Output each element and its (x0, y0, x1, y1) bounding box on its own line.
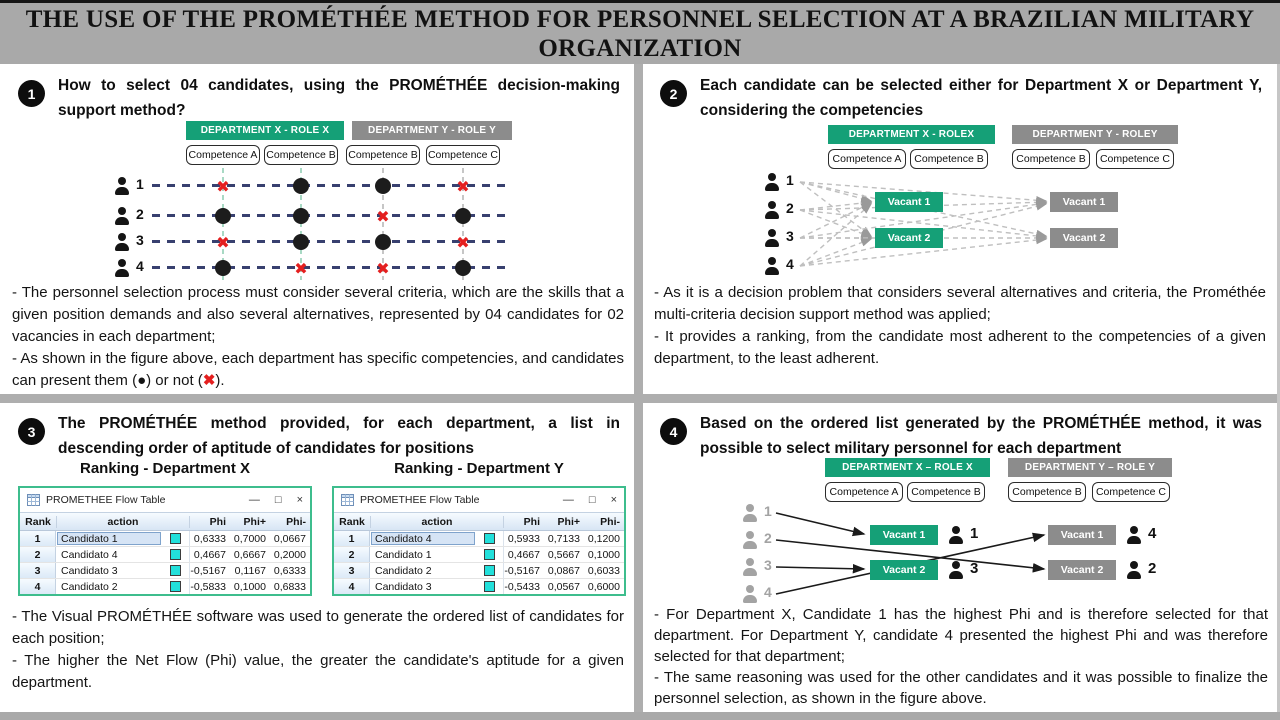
selected-candidate-label: 2 (1148, 560, 1157, 577)
candidate-icon (114, 259, 130, 277)
close-button[interactable]: × (296, 494, 303, 506)
availability-mark (374, 259, 392, 277)
phi-cell: 0,6333 (193, 532, 226, 545)
bullet-text: ) or not ( (146, 372, 203, 389)
panel-2 (652, 68, 1270, 394)
table-row (334, 579, 624, 594)
competence-box: Competence B (1012, 149, 1090, 169)
rank-cell: 2 (334, 547, 370, 562)
window-titlebar (334, 488, 624, 512)
bottom-border (0, 712, 1280, 720)
phi-plus-cell: 0,1000 (233, 580, 266, 593)
maximize-button[interactable]: □ (588, 494, 596, 506)
action-cell[interactable] (370, 547, 476, 562)
dept-y-header: DEPARTMENT Y – ROLE Y (1008, 458, 1172, 477)
selected-candidate-icon (948, 526, 964, 544)
candidate-label: 2 (136, 206, 144, 222)
bullet: - It provides a ranking, from the candidate most adherent to the competencies of a given department, to the least adherent. (654, 328, 1266, 367)
dept-y-header: DEPARTMENT Y - ROLE Y (352, 121, 512, 140)
phi-minus-cell: 0,6033 (587, 564, 620, 577)
selected-candidate-icon (1126, 561, 1142, 579)
selected-candidate-label: 3 (970, 560, 979, 577)
action-value: Candidato 1 (57, 532, 161, 545)
column-header: Rank (339, 515, 365, 528)
competence-box: Competence A (825, 482, 903, 502)
rank-cell: 1 (334, 531, 370, 546)
action-cell[interactable] (56, 531, 162, 546)
window-title: PROMETHEE Flow Table (360, 494, 480, 506)
action-value: Candidato 3 (375, 580, 432, 593)
phi-cell: -0,5833 (190, 580, 226, 593)
table-row (20, 579, 310, 594)
color-swatch-icon (170, 581, 181, 592)
minimize-button[interactable]: — (248, 494, 260, 506)
availability-mark (374, 207, 392, 225)
maximize-button[interactable]: □ (274, 494, 282, 506)
swatch-cell (476, 579, 504, 594)
phi-minus-cell: 0,6333 (273, 564, 306, 577)
window-titlebar (20, 488, 310, 512)
dept-x-header: DEPARTMENT X - ROLE X (186, 121, 344, 140)
candidate-icon (114, 177, 130, 195)
color-swatch-icon (170, 533, 181, 544)
competence-box: Competence B (907, 482, 985, 502)
step-1-badge: 1 (18, 80, 45, 107)
column-header: Phi+ (243, 515, 266, 528)
competence-box: Competence B (1008, 482, 1086, 502)
title-band (0, 0, 1280, 64)
phi-cell: 0,4667 (193, 548, 226, 561)
candidate-label: 4 (786, 256, 794, 272)
candidate-label: 4 (764, 584, 772, 600)
availability-mark (293, 208, 309, 224)
phi-plus-cell: 0,7133 (547, 532, 580, 545)
competence-box: Competence B (910, 149, 988, 169)
column-header: action (56, 516, 190, 528)
swatch-cell (162, 547, 190, 562)
bullet: - For Department X, Candidate 1 has the highest Phi and is therefore selected for that department. For Department Y, candidate 4 presented the highest Phi and was therefore selected for that department; (654, 606, 1268, 665)
step-4-badge: 4 (660, 418, 687, 445)
phi-minus-cell: 0,1200 (587, 532, 620, 545)
rank-cell: 1 (20, 531, 56, 546)
column-header: action (370, 516, 504, 528)
panel-3-heading: The PROMÉTHÉE method provided, for each department, a list in descending order of aptitude of candidates for positions (58, 415, 620, 457)
availability-mark (293, 234, 309, 250)
action-value: Candidato 2 (375, 564, 432, 577)
candidate-label: 3 (786, 228, 794, 244)
availability-mark (454, 233, 472, 251)
phi-minus-cell: 0,0667 (273, 532, 306, 545)
availability-mark (375, 234, 391, 250)
availability-mark (455, 260, 471, 276)
phi-plus-cell: 0,7000 (233, 532, 266, 545)
action-cell[interactable] (370, 563, 476, 578)
competence-box: Competence C (1092, 482, 1170, 502)
window-title: PROMETHEE Flow Table (46, 494, 166, 506)
table-row (334, 547, 624, 563)
action-cell[interactable] (56, 547, 162, 562)
panel-1-heading: How to select 04 candidates, using the PROMÉTHÉE decision-making support method? (58, 77, 620, 119)
phi-cell: -0,5167 (190, 564, 226, 577)
action-value: Candidato 3 (61, 564, 118, 577)
candidate-icon (764, 201, 780, 219)
column-header: Phi+ (557, 515, 580, 528)
vacant-box-x2: Vacant 2 (875, 228, 943, 248)
vacant-box-x1: Vacant 1 (875, 192, 943, 212)
swatch-cell (476, 531, 504, 546)
availability-mark (375, 178, 391, 194)
selected-candidate-label: 4 (1148, 525, 1157, 542)
column-header: Phi (209, 515, 226, 528)
step-2-badge: 2 (660, 80, 687, 107)
vacant-box-x1: Vacant 1 (870, 525, 938, 545)
rank-cell: 4 (20, 579, 56, 594)
color-swatch-icon (484, 581, 495, 592)
action-cell[interactable] (370, 579, 476, 594)
candidate-label: 4 (136, 258, 144, 274)
column-header: Phi- (286, 515, 306, 528)
table-icon (27, 494, 40, 506)
action-value: Candidato 4 (61, 548, 118, 561)
table-row (334, 563, 624, 579)
availability-mark (214, 177, 232, 195)
table-row (334, 531, 624, 547)
selected-candidate-label: 1 (970, 525, 979, 542)
minimize-button[interactable]: — (562, 494, 574, 506)
selected-candidate-icon (1126, 526, 1142, 544)
action-cell[interactable] (56, 563, 162, 578)
close-button[interactable]: × (610, 494, 617, 506)
bullet (12, 348, 624, 392)
table-header-row (334, 512, 624, 531)
panel-1 (10, 68, 626, 394)
candidate-icon (742, 531, 758, 549)
bullet-text: ). (215, 372, 225, 389)
competence-box: Competence A (828, 149, 906, 169)
availability-mark (215, 208, 231, 224)
candidate-icon (114, 233, 130, 251)
color-swatch-icon (484, 565, 495, 576)
table-icon (341, 494, 354, 506)
color-swatch-icon (170, 565, 181, 576)
rank-cell: 2 (20, 547, 56, 562)
page-title-line1: THE USE OF THE PROMÉTHÉE METHOD FOR PERSONNEL SELECTION AT A BRAZILIAN MILITARY (25, 5, 1255, 33)
action-cell[interactable] (370, 531, 476, 546)
dept-x-header: DEPARTMENT X – ROLE X (825, 458, 990, 477)
action-value: Candidato 1 (375, 548, 432, 561)
bullet: - The personnel selection process must consider several criteria, which are the skills that a given position demands and also several alternatives, represented by 04 candidates for 02 vacancies in each department; (12, 284, 624, 345)
candidate-icon (742, 585, 758, 603)
panel-3 (10, 406, 626, 712)
phi-cell: -0,5167 (504, 564, 540, 577)
vacant-box-y1: Vacant 1 (1050, 192, 1118, 212)
phi-plus-cell: 0,1167 (234, 564, 266, 577)
candidate-label: 1 (786, 172, 794, 188)
horizontal-divider (0, 394, 1280, 403)
candidate-icon (764, 173, 780, 191)
panel-4-heading: Based on the ordered list generated by the PROMÉTHÉE method, it was possible to select military personnel for each department (700, 415, 1262, 457)
column-header: Phi (523, 515, 540, 528)
flow-table-window-y (332, 486, 626, 596)
competence-box: Competence B (346, 145, 420, 165)
candidate-label: 1 (136, 176, 144, 192)
dept-y-header: DEPARTMENT Y - ROLEY (1012, 125, 1178, 144)
availability-mark (292, 259, 310, 277)
vacant-box-y1: Vacant 1 (1048, 525, 1116, 545)
availability-mark (215, 260, 231, 276)
candidate-label: 3 (764, 557, 772, 573)
candidate-label: 2 (764, 530, 772, 546)
vacant-box-x2: Vacant 2 (870, 560, 938, 580)
panel-2-heading: Each candidate can be selected either for Department X or Department Y, considering the competencies (700, 77, 1262, 119)
page-title-line2: ORGANIZATION (538, 34, 742, 62)
column-header: Rank (25, 515, 51, 528)
step-3-badge: 3 (18, 418, 45, 445)
candidate-icon (764, 257, 780, 275)
swatch-cell (162, 531, 190, 546)
phi-minus-cell: 0,1000 (587, 548, 620, 561)
table-row (20, 531, 310, 547)
availability-mark (455, 208, 471, 224)
vacant-box-y2: Vacant 2 (1050, 228, 1118, 248)
swatch-cell (162, 579, 190, 594)
action-value: Candidato 4 (371, 532, 475, 545)
phi-cell: -0,5433 (504, 580, 540, 593)
x-glyph: ✖ (202, 372, 216, 389)
candidate-label: 3 (136, 232, 144, 248)
phi-plus-cell: 0,5667 (547, 548, 580, 561)
competence-box: Competence A (186, 145, 260, 165)
candidate-icon (114, 207, 130, 225)
candidate-label: 2 (786, 200, 794, 216)
table-row (20, 563, 310, 579)
bullet: - As it is a decision problem that considers several alternatives and criteria, the Prométhée multi-criteria decision support method was applied; (654, 284, 1266, 323)
vertical-divider (634, 64, 643, 720)
candidate-icon (742, 504, 758, 522)
dept-x-header: DEPARTMENT X - ROLEX (828, 125, 995, 144)
competence-box: Competence C (1096, 149, 1174, 169)
candidate-icon (764, 229, 780, 247)
phi-plus-cell: 0,0867 (547, 564, 580, 577)
phi-minus-cell: 0,6000 (587, 580, 620, 593)
bullet: - The Visual PROMÉTHÉE software was used to generate the ordered list of candidates for each position; (12, 608, 624, 647)
selected-candidate-icon (948, 561, 964, 579)
color-swatch-icon (484, 549, 495, 560)
phi-cell: 0,4667 (507, 548, 540, 561)
dot-glyph: ● (137, 372, 147, 389)
table-row (20, 547, 310, 563)
swatch-cell (476, 547, 504, 562)
table-header-row (20, 512, 310, 531)
competence-box: Competence B (264, 145, 338, 165)
candidate-icon (742, 558, 758, 576)
phi-plus-cell: 0,0567 (547, 580, 580, 593)
rank-cell: 3 (20, 563, 56, 578)
rank-cell: 4 (334, 579, 370, 594)
phi-cell: 0,5933 (507, 532, 540, 545)
availability-mark (293, 178, 309, 194)
bullet: - The higher the Net Flow (Phi) value, the greater the candidate's aptitude for a given department. (12, 652, 624, 691)
vacant-box-y2: Vacant 2 (1048, 560, 1116, 580)
availability-mark (214, 233, 232, 251)
phi-plus-cell: 0,6667 (233, 548, 266, 561)
candidate-label: 1 (764, 503, 772, 519)
panel-4 (652, 406, 1270, 712)
swatch-cell (162, 563, 190, 578)
bullet: - The same reasoning was used for the other candidates and it was possible to finalize the personnel selection, as shown in the figure above. (654, 669, 1268, 707)
ranking-y-title: Ranking - Department Y (394, 460, 564, 477)
availability-mark (454, 177, 472, 195)
color-swatch-icon (170, 549, 181, 560)
phi-minus-cell: 0,6833 (273, 580, 306, 593)
phi-minus-cell: 0,2000 (273, 548, 306, 561)
flow-table-window-x (18, 486, 312, 596)
color-swatch-icon (484, 533, 495, 544)
competence-box: Competence C (426, 145, 500, 165)
column-header: Phi- (600, 515, 620, 528)
ranking-x-title: Ranking - Department X (79, 460, 251, 477)
action-cell[interactable] (56, 579, 162, 594)
swatch-cell (476, 563, 504, 578)
rank-cell: 3 (334, 563, 370, 578)
bullet-text: - As shown in the figure above, each department has specific competencies, and candidates can present them ( (12, 350, 624, 389)
action-value: Candidato 2 (61, 580, 118, 593)
